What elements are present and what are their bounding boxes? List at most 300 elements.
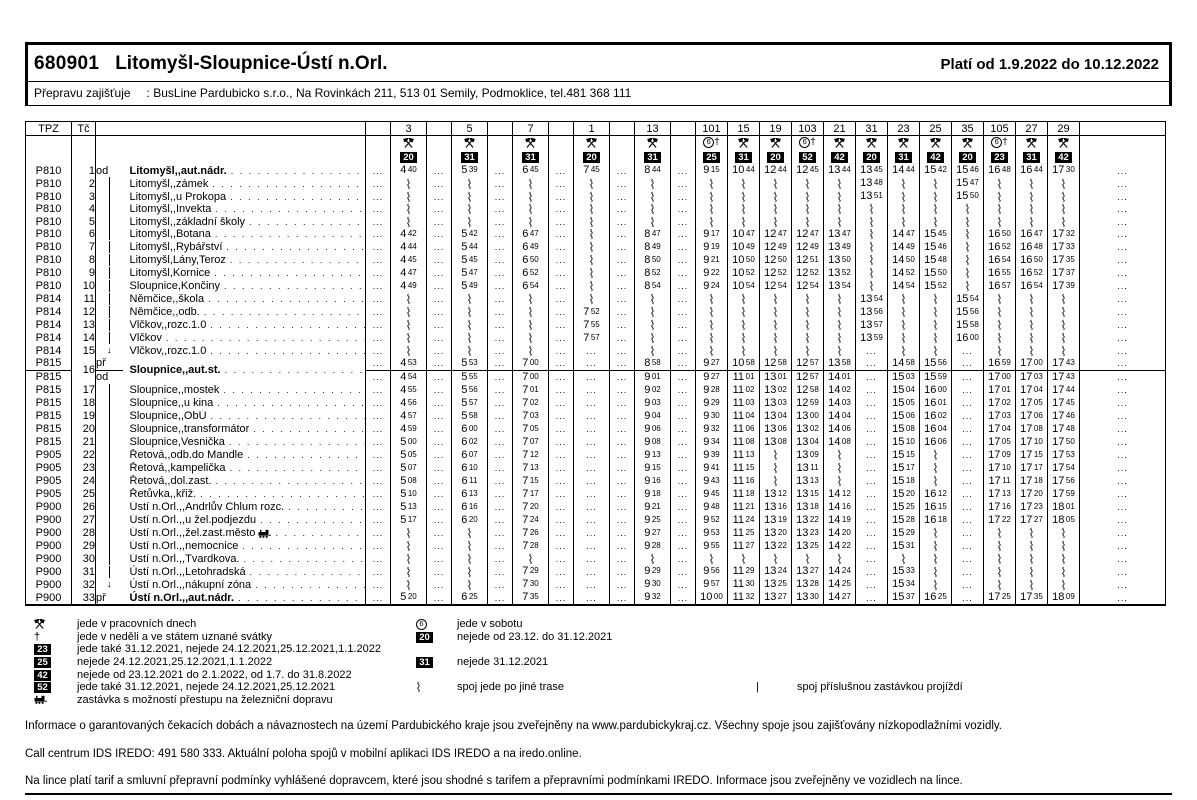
time-cell: 13 48	[856, 177, 888, 190]
tpz-code: P905	[26, 449, 72, 462]
different-route-icon	[741, 553, 746, 565]
time-cell: 17 06	[1016, 410, 1048, 423]
time-cell: 7 05	[513, 423, 549, 436]
different-route-icon	[741, 293, 746, 305]
different-route-icon	[709, 553, 714, 565]
blank	[549, 149, 574, 164]
time-cell: 11 13	[728, 449, 760, 462]
direction-marker	[96, 553, 123, 565]
route-line	[109, 332, 110, 344]
trip-day-symbol	[888, 136, 920, 150]
time-cell: 15 20	[888, 488, 920, 501]
different-route-icon	[933, 566, 938, 578]
time-cell: 5 20	[391, 591, 427, 605]
time-cell: 12 52	[792, 267, 824, 280]
dot-leader	[210, 319, 365, 331]
time-cell	[920, 527, 952, 540]
time-cell	[696, 306, 728, 319]
stop-row	[26, 332, 1166, 345]
trip-number: 19	[760, 122, 792, 136]
time-cell	[1016, 177, 1048, 190]
time-cell	[888, 306, 920, 319]
blank	[671, 149, 696, 164]
tpz-code: P810	[26, 228, 72, 241]
separator-cell: ...	[366, 410, 391, 423]
time-cell: 11 01	[728, 370, 760, 384]
time-cell	[574, 254, 610, 267]
time-cell: 16 48	[984, 164, 1016, 177]
direction-marker: př	[96, 357, 123, 371]
direction-marker	[96, 565, 123, 578]
stop-row	[26, 488, 1166, 501]
separator-cell: ...	[610, 228, 635, 241]
separator-cell: ...	[549, 540, 574, 553]
different-route-icon	[709, 293, 714, 305]
time-cell: 17 04	[984, 423, 1016, 436]
different-route-icon	[709, 319, 714, 331]
different-route-icon	[1061, 540, 1066, 552]
separator-header	[488, 122, 513, 136]
time-cell: 7 30	[513, 578, 549, 591]
legend-row	[25, 631, 1172, 644]
time-cell: 17 48	[1048, 423, 1080, 436]
time-cell: 4 55	[391, 384, 427, 397]
separator-cell: ...	[488, 553, 513, 565]
note-badge-52: 52	[34, 682, 51, 693]
trip-number: 29	[1048, 122, 1080, 136]
different-route-icon	[997, 527, 1002, 539]
legend-icon	[25, 618, 77, 631]
time-cell: 15 59	[920, 370, 952, 384]
time-cell: 11 30	[728, 578, 760, 591]
time-cell: 10 49	[728, 241, 760, 254]
time-cell: 17 16	[984, 501, 1016, 514]
tpz-code: P900	[26, 514, 72, 527]
time-cell: 16 57	[984, 280, 1016, 293]
time-cell: ...	[574, 475, 610, 488]
time-cell: 15 50	[920, 267, 952, 280]
legend-icon	[25, 643, 77, 656]
stop-number: 28	[72, 527, 96, 540]
separator-cell: ...	[610, 410, 635, 423]
different-route-icon	[589, 280, 594, 292]
stop-name-cell	[123, 306, 366, 319]
different-route-icon	[650, 306, 655, 318]
different-route-icon	[589, 241, 594, 253]
time-cell	[513, 203, 549, 215]
separator-cell: ...	[427, 501, 452, 514]
direction-marker	[96, 397, 123, 410]
trip-badge	[696, 149, 728, 164]
time-cell: ...	[574, 410, 610, 423]
direction-marker	[96, 177, 123, 190]
separator-cell: ...	[671, 357, 696, 371]
time-cell	[760, 203, 792, 215]
tpz-code: P815	[26, 410, 72, 423]
time-cell: ...	[952, 423, 984, 436]
separator-cell: ...	[427, 410, 452, 423]
different-route-icon	[1029, 319, 1034, 331]
time-cell: 11 25	[728, 527, 760, 540]
different-route-icon	[406, 553, 411, 565]
tpz-code: P900	[26, 540, 72, 553]
different-route-icon	[901, 178, 906, 190]
time-cell: 15 47	[952, 177, 984, 190]
stop-row	[26, 319, 1166, 332]
time-cell: 9 21	[696, 254, 728, 267]
separator-cell: ...	[549, 332, 574, 345]
time-cell: 17 05	[984, 436, 1016, 449]
saturday-icon: 6	[416, 619, 427, 630]
time-cell: 6 02	[452, 436, 488, 449]
different-route-icon	[805, 345, 810, 357]
time-cell: 13 12	[760, 488, 792, 501]
direction-marker	[96, 423, 123, 436]
time-cell	[391, 177, 427, 190]
legend-text: spoj jede po jiné trase	[457, 681, 565, 694]
different-route-icon	[805, 332, 810, 344]
different-route-icon	[589, 203, 594, 215]
time-cell	[760, 319, 792, 332]
separator-cell: ...	[488, 462, 513, 475]
blank	[610, 149, 635, 164]
time-cell: 14 25	[824, 578, 856, 591]
separator-cell: ...	[610, 514, 635, 527]
dot-leader	[250, 566, 365, 578]
workdays-icon	[1058, 138, 1069, 148]
time-cell: 12 44	[760, 164, 792, 177]
time-cell: 13 11	[792, 462, 824, 475]
different-route-icon	[467, 203, 472, 215]
time-cell	[1048, 203, 1080, 215]
operator-label: Přepravu zajišťuje	[34, 86, 131, 100]
time-cell: ...	[574, 345, 610, 357]
different-route-icon	[805, 293, 810, 305]
separator-cell: ...	[1080, 370, 1166, 384]
separator-cell: ...	[427, 591, 452, 605]
different-route-icon	[528, 178, 533, 190]
separator-cell: ...	[549, 370, 574, 384]
different-route-icon	[933, 293, 938, 305]
direction-marker	[96, 488, 123, 501]
time-cell: 13 03	[760, 397, 792, 410]
separator-cell: ...	[1080, 397, 1166, 410]
different-route-icon	[773, 462, 778, 474]
time-cell: 12 57	[792, 370, 824, 384]
different-route-icon	[741, 178, 746, 190]
trip-note-badge: 25	[703, 152, 720, 163]
time-cell: 13 18	[792, 501, 824, 514]
separator-cell: ...	[488, 228, 513, 241]
stop-name-cell	[123, 475, 366, 488]
stop-number: 7	[72, 241, 96, 254]
time-cell: 14 16	[824, 501, 856, 514]
time-cell: 13 30	[792, 591, 824, 605]
trip-note-badge: 42	[831, 152, 848, 163]
separator-cell: ...	[549, 462, 574, 475]
route-line	[109, 228, 110, 240]
time-cell	[920, 449, 952, 462]
different-route-icon	[1029, 345, 1034, 357]
separator-cell: ...	[366, 293, 391, 306]
different-route-icon	[773, 216, 778, 228]
different-route-icon	[901, 293, 906, 305]
time-cell: 13 04	[760, 410, 792, 423]
different-route-icon	[528, 553, 533, 565]
time-cell	[792, 345, 824, 357]
time-cell: 4 49	[391, 280, 427, 293]
separator-cell: ...	[549, 514, 574, 527]
different-route-icon	[467, 566, 472, 578]
different-route-icon	[528, 216, 533, 228]
time-cell: ...	[574, 397, 610, 410]
separator-cell: ...	[366, 514, 391, 527]
time-cell	[824, 190, 856, 203]
different-route-icon	[1061, 216, 1066, 228]
time-cell: 9 19	[696, 241, 728, 254]
time-cell	[856, 228, 888, 241]
different-route-icon	[1029, 203, 1034, 215]
different-route-icon	[933, 579, 938, 591]
time-cell: ...	[856, 578, 888, 591]
different-route-icon	[467, 579, 472, 591]
different-route-icon	[773, 553, 778, 565]
time-cell: 16 00	[920, 384, 952, 397]
time-cell: ...	[952, 357, 984, 371]
time-cell	[760, 332, 792, 345]
time-cell	[792, 177, 824, 190]
dot-leader	[230, 254, 365, 266]
workdays-icon	[586, 138, 597, 148]
trip-number: 31	[856, 122, 888, 136]
time-cell: 11 08	[728, 436, 760, 449]
legend	[25, 618, 1172, 706]
stop-name-cell	[123, 488, 366, 501]
time-cell	[920, 306, 952, 319]
stop-number: 33	[72, 591, 96, 605]
time-cell: 17 22	[984, 514, 1016, 527]
separator-cell: ...	[610, 254, 635, 267]
time-cell: ...	[574, 449, 610, 462]
time-cell: 16 01	[920, 397, 952, 410]
separator-cell: ...	[671, 164, 696, 177]
separator-cell: ...	[1080, 319, 1166, 332]
different-route-icon	[997, 203, 1002, 215]
blank	[427, 136, 452, 150]
stop-name: Ústí n.Orl.,,nemocnice	[129, 540, 239, 553]
direction-marker	[96, 527, 123, 540]
stop-number: 15	[72, 345, 96, 357]
legend-icon	[25, 681, 77, 694]
separator-cell: ...	[671, 241, 696, 254]
time-cell: 15 54	[952, 293, 984, 306]
different-route-icon	[416, 681, 421, 693]
legend-icon: |	[756, 681, 759, 694]
time-cell	[952, 241, 984, 254]
time-cell: 13 04	[792, 436, 824, 449]
time-cell: 6 07	[452, 449, 488, 462]
different-route-icon	[709, 332, 714, 344]
trip-badge	[888, 149, 920, 164]
separator-header	[549, 122, 574, 136]
time-cell: 9 15	[696, 164, 728, 177]
legend-text: jede také 31.12.2021, nejede 24.12.2021,25.12.2021	[77, 681, 336, 694]
time-cell	[952, 215, 984, 227]
stop-row	[26, 293, 1166, 306]
time-cell	[824, 462, 856, 475]
separator-cell: ...	[1080, 332, 1166, 345]
time-cell: 11 06	[728, 423, 760, 436]
different-route-icon	[1029, 332, 1034, 344]
trip-note-badge: 20	[583, 152, 600, 163]
time-cell: ...	[856, 565, 888, 578]
separator-cell: ...	[549, 553, 574, 565]
time-cell: 18 05	[1048, 514, 1080, 527]
stop-row	[26, 190, 1166, 203]
time-cell: 13 49	[824, 241, 856, 254]
time-cell: 13 25	[760, 578, 792, 591]
time-cell: 9 39	[696, 449, 728, 462]
trip-number: 7	[513, 122, 549, 136]
separator-cell: ...	[366, 565, 391, 578]
time-cell: 15 15	[888, 449, 920, 462]
stop-name: Ústí n.Orl.,,žel.zast.město	[129, 527, 256, 540]
separator-cell: ...	[1080, 177, 1166, 190]
time-cell	[452, 306, 488, 319]
time-cell: 5 13	[391, 501, 427, 514]
stop-name: Sloupnice,,ObÚ	[129, 410, 207, 423]
trip-note-badge: 31	[522, 152, 539, 163]
stop-name-cell	[123, 215, 366, 227]
stop-name-cell	[123, 241, 366, 254]
separator-cell: ...	[549, 306, 574, 319]
separator-cell: ...	[366, 384, 391, 397]
separator-cell: ...	[610, 488, 635, 501]
time-cell: 9 48	[696, 501, 728, 514]
time-cell: ...	[856, 540, 888, 553]
separator-cell: ...	[427, 164, 452, 177]
time-cell: 12 58	[760, 357, 792, 371]
time-cell	[452, 565, 488, 578]
time-cell	[920, 190, 952, 203]
separator-cell: ...	[671, 293, 696, 306]
legend-text: jede v sobotu	[457, 618, 523, 631]
time-cell: 13 16	[760, 501, 792, 514]
different-route-icon	[837, 475, 842, 487]
dot-leader	[231, 165, 365, 177]
time-cell: 9 13	[635, 449, 671, 462]
separator-cell: ...	[366, 164, 391, 177]
separator-cell: ...	[427, 514, 452, 527]
different-route-icon	[741, 345, 746, 357]
blank	[488, 136, 513, 150]
time-cell: 6 16	[452, 501, 488, 514]
stop-name-cell	[123, 203, 366, 215]
time-cell: 4 56	[391, 397, 427, 410]
separator-cell: ...	[427, 267, 452, 280]
dot-leader	[244, 553, 365, 565]
separator-cell: ...	[1080, 488, 1166, 501]
time-cell: 7 45	[574, 164, 610, 177]
time-cell: 11 29	[728, 565, 760, 578]
trip-number: 13	[635, 122, 671, 136]
separator-cell: ...	[1080, 190, 1166, 203]
separator-cell: ...	[488, 397, 513, 410]
time-cell	[391, 565, 427, 578]
time-cell: 10 00	[696, 591, 728, 605]
separator-cell: ...	[610, 423, 635, 436]
direction-marker	[96, 215, 123, 227]
different-route-icon	[467, 319, 472, 331]
stop-row	[26, 565, 1166, 578]
time-cell: 17 45	[1048, 397, 1080, 410]
tpz-code: P814	[26, 332, 72, 345]
time-cell: 11 16	[728, 475, 760, 488]
separator-cell: ...	[488, 254, 513, 267]
dot-leader	[215, 203, 365, 215]
note-badge-42: 42	[34, 670, 51, 681]
time-cell	[1016, 293, 1048, 306]
time-cell	[513, 177, 549, 190]
different-route-icon	[1029, 527, 1034, 539]
different-route-icon	[589, 293, 594, 305]
trip-day-symbol	[824, 136, 856, 150]
time-cell	[452, 319, 488, 332]
time-cell: 13 45	[856, 164, 888, 177]
stop-name-cell	[123, 501, 366, 514]
tpz-code: P810	[26, 267, 72, 280]
time-cell: 12 50	[760, 254, 792, 267]
time-cell: ...	[574, 514, 610, 527]
route-line	[109, 280, 110, 292]
time-cell	[952, 267, 984, 280]
time-cell: 14 27	[824, 591, 856, 605]
separator-cell: ...	[427, 397, 452, 410]
time-cell: 16 52	[984, 241, 1016, 254]
separator-cell: ...	[366, 190, 391, 203]
different-route-icon	[1029, 579, 1034, 591]
time-cell	[1016, 553, 1048, 565]
route-line	[109, 527, 110, 539]
time-cell: 7 02	[513, 397, 549, 410]
note-badge-20: 20	[416, 632, 433, 643]
time-cell: 12 45	[792, 164, 824, 177]
time-cell: ...	[856, 345, 888, 357]
time-cell	[920, 565, 952, 578]
time-cell	[696, 190, 728, 203]
time-cell	[760, 190, 792, 203]
time-cell: 12 54	[792, 280, 824, 293]
different-route-icon	[933, 216, 938, 228]
time-cell: 9 24	[696, 280, 728, 293]
time-cell	[452, 177, 488, 190]
time-cell: ...	[952, 384, 984, 397]
different-route-icon	[589, 178, 594, 190]
time-cell: 13 56	[856, 306, 888, 319]
separator-cell: ...	[549, 357, 574, 371]
time-cell: ...	[574, 357, 610, 371]
stop-name: Ústí n.Orl.,,aut.nádr.	[129, 591, 235, 604]
different-route-icon	[965, 241, 970, 253]
time-cell: 15 50	[952, 190, 984, 203]
legend-text: jede v pracovních dnech	[77, 618, 197, 631]
dot-leader	[242, 540, 365, 552]
time-cell: 9 55	[696, 540, 728, 553]
time-cell: ...	[574, 488, 610, 501]
separator-cell: ...	[366, 540, 391, 553]
time-cell: 13 20	[760, 527, 792, 540]
separator-cell: ...	[427, 540, 452, 553]
